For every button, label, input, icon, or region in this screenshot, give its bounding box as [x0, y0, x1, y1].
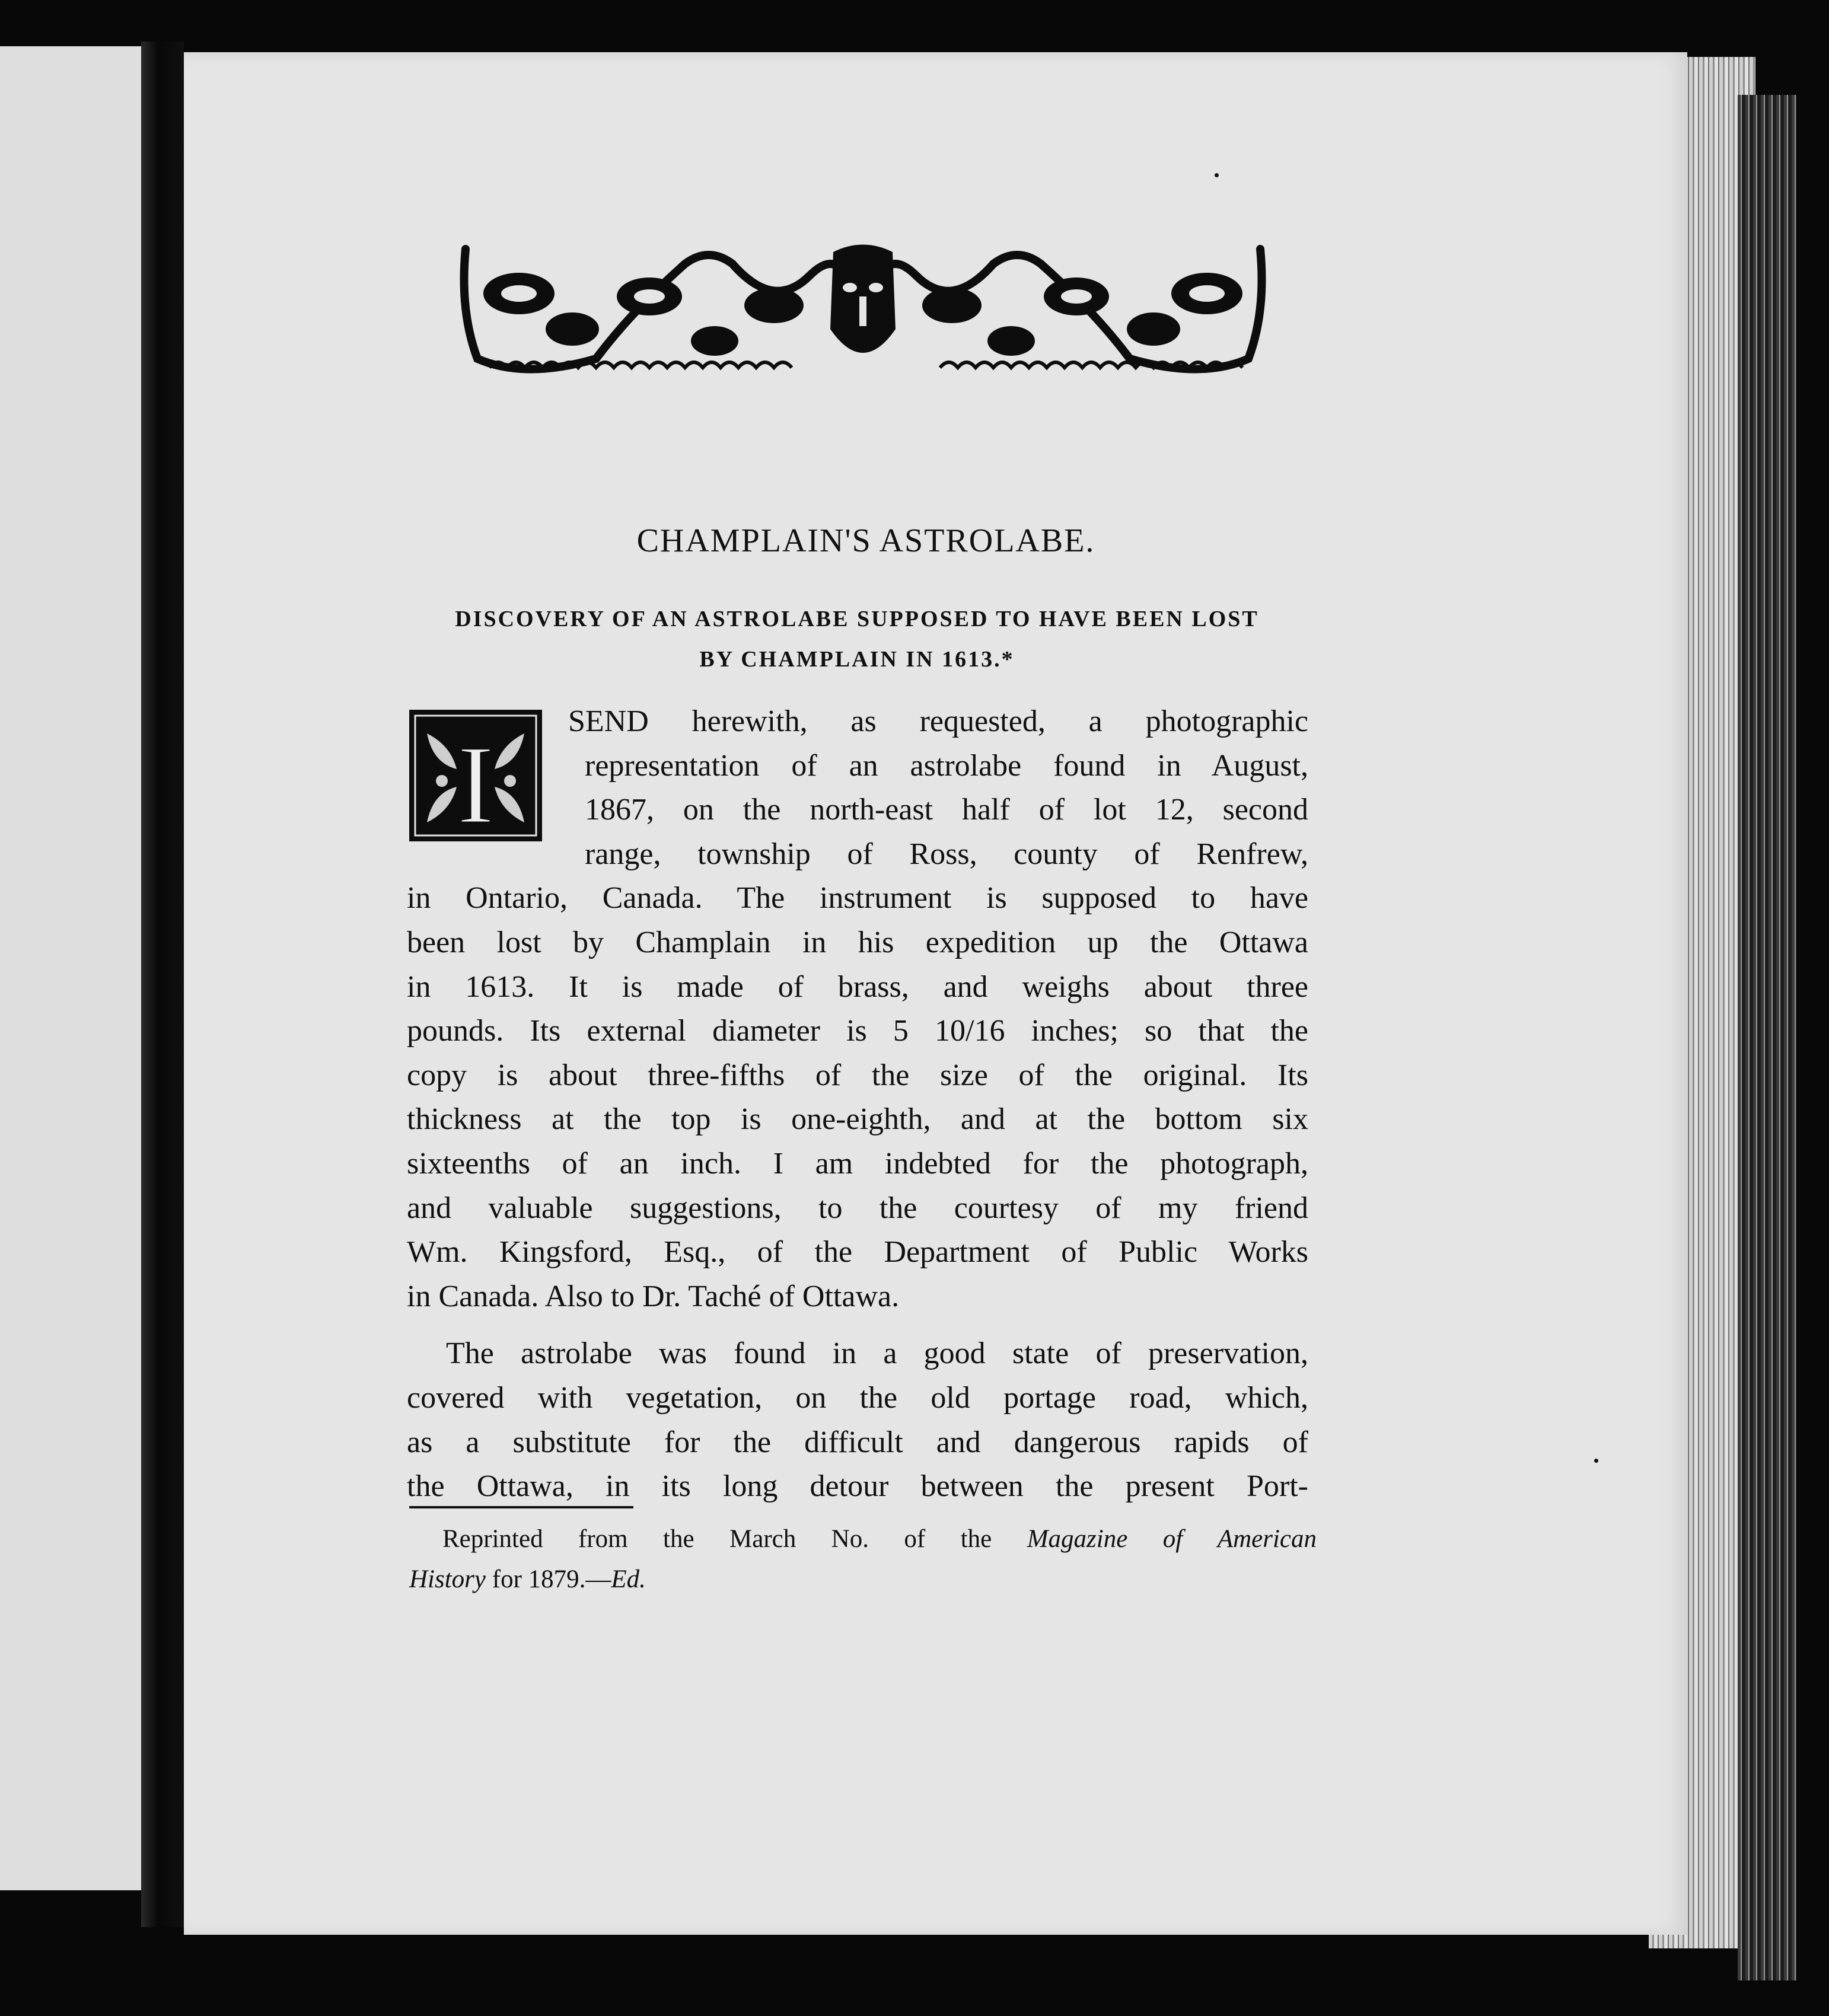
paragraph-2: [407, 1332, 1308, 1508]
subtitle-line: BY CHAMPLAIN IN 1613.*: [699, 647, 1015, 672]
text-line: the Ottawa, in its long detour between the present Port-: [407, 1469, 1308, 1504]
footnote-suffix: for 1879.—: [492, 1565, 611, 1593]
book-fore-edge: [1738, 95, 1797, 1980]
text-line: pounds. Its external diameter is 5 10/16 inches; so that the: [407, 1014, 1308, 1048]
footnote-line-1: [409, 1519, 1317, 1559]
text-line: covered with vegetation, on the old portage road, which,: [407, 1380, 1308, 1415]
footnote-prefix: Reprinted from the March No. of the: [442, 1525, 992, 1553]
footnote-line-2: [409, 1559, 1317, 1600]
text-line: SEND herewith, as requested, a photographic: [568, 704, 1308, 738]
paragraph-1: [407, 700, 1308, 1319]
footnote-magazine: Magazine of American: [1027, 1525, 1317, 1553]
ink-speck: [1594, 1459, 1598, 1463]
text-line: as a substitute for the difficult and dangerous rapids of: [407, 1425, 1308, 1459]
floral-headpiece-ornament: [454, 240, 1272, 382]
text-line: been lost by Champlain in his expedition up the Ottawa: [407, 925, 1308, 959]
text-line: The astrolabe was found in a good state of preservation,: [446, 1336, 1308, 1371]
footnote-history: History: [409, 1565, 486, 1593]
text-line: in 1613. It is made of brass, and weighs about three: [407, 969, 1308, 1004]
text-line: in Ontario, Canada. The instrument is supposed to have: [407, 881, 1308, 916]
left-page-edge: [0, 46, 161, 1890]
text-line: thickness at the top is one-eighth, and at the bottom six: [407, 1102, 1308, 1137]
text-line: representation of an astrolabe found in August,: [585, 748, 1308, 783]
ink-speck: [1215, 173, 1219, 177]
drop-cap-letter: I: [457, 723, 495, 841]
footnote-editor: Ed.: [611, 1565, 646, 1593]
footnote-rule: [409, 1506, 633, 1508]
text-line: Wm. Kingsford, Esq., of the Department of Public Works: [407, 1235, 1308, 1269]
text-line: 1867, on the north-east half of lot 12, second: [585, 793, 1308, 827]
text-line: in Canada. Also to Dr. Taché of Ottawa.: [407, 1279, 900, 1313]
subtitle-line: DISCOVERY OF AN ASTROLABE SUPPOSED TO HAVE BEEN LOST: [455, 607, 1259, 631]
book-gutter: [141, 42, 184, 1927]
article-subtitle: [403, 599, 1311, 680]
footnote: [409, 1519, 1317, 1600]
text-line: range, township of Ross, county of Renfrew,: [585, 837, 1308, 871]
text-line: sixteenths of an inch. I am indebted for the photograph,: [407, 1146, 1308, 1181]
text-line: copy is about three-fifths of the size of the original. Its: [407, 1058, 1308, 1092]
article-title: CHAMPLAIN'S ASTROLABE.: [636, 522, 1095, 559]
text-line: and valuable suggestions, to the courtesy of my friend: [407, 1191, 1308, 1225]
article-body: [407, 700, 1308, 1509]
